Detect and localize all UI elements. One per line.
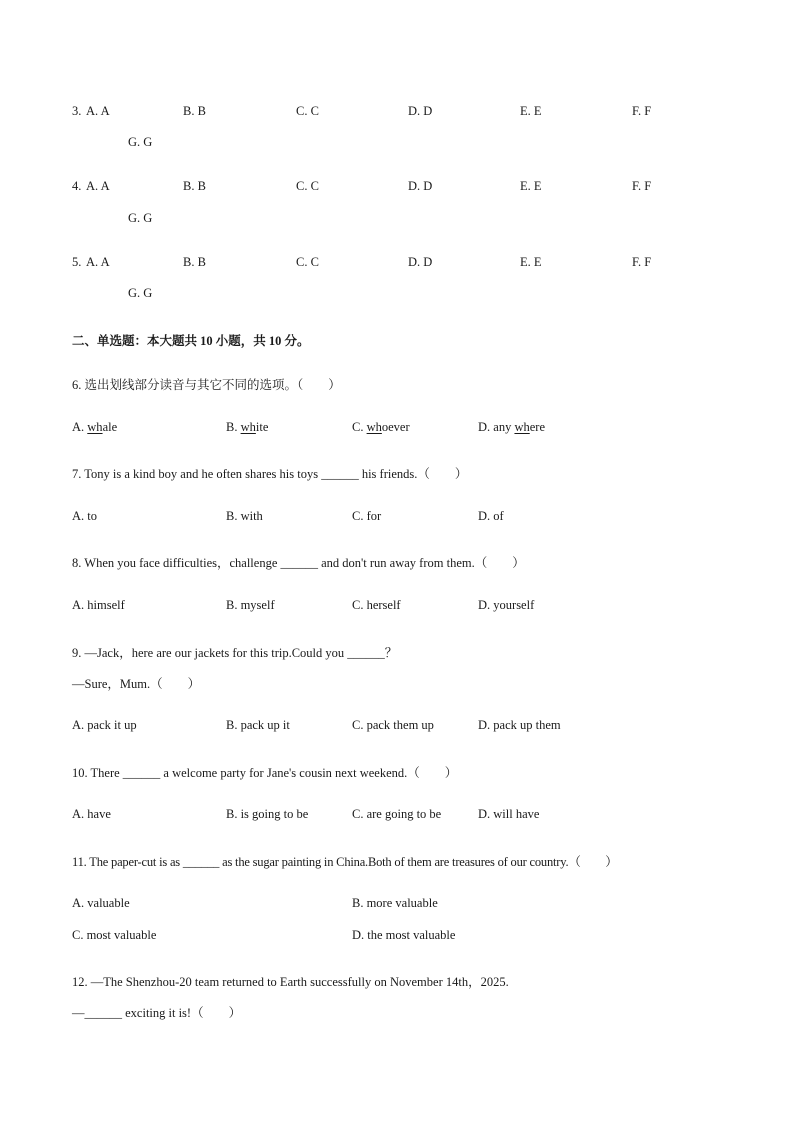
- option-d: D. of: [478, 509, 504, 523]
- option-a: A. himself: [72, 598, 125, 612]
- question-number: 4.: [72, 179, 82, 193]
- option-prefix: D. any: [478, 420, 515, 434]
- option-a: A. A: [86, 179, 110, 193]
- option-e: E. E: [520, 104, 542, 118]
- section-heading: 二、单选题：本大题共 10 小题，共 10 分。: [72, 334, 310, 348]
- question-number: 5.: [72, 255, 82, 269]
- option-c: C. are going to be: [352, 807, 442, 821]
- option-a: [72, 420, 117, 435]
- option-b: [226, 420, 268, 435]
- option-prefix: C.: [352, 420, 367, 434]
- option-a: A. pack it up: [72, 718, 137, 732]
- option-e: E. E: [520, 255, 542, 269]
- underlined-letters: wh: [366, 420, 382, 434]
- underlined-letters: wh: [240, 420, 256, 434]
- option-g: G. G: [128, 135, 153, 149]
- option-g: G. G: [128, 286, 153, 300]
- question-stem: 7. Tony is a kind boy and he often shares his toys ______ his friends.（ ）: [72, 467, 468, 481]
- option-d: D. will have: [478, 807, 540, 821]
- option-d: D. D: [408, 179, 433, 193]
- underlined-letters: wh: [87, 420, 103, 434]
- option-a: A. valuable: [72, 896, 130, 910]
- option-rest: ere: [529, 420, 545, 434]
- option-c: C. C: [296, 179, 319, 193]
- option-b: B. more valuable: [352, 896, 438, 910]
- question-stem: 10. There ______ a welcome party for Jane's cousin next weekend.（ ）: [72, 766, 458, 780]
- option-a: A. A: [86, 104, 110, 118]
- option-c: C. pack them up: [352, 718, 434, 732]
- option-b: B. is going to be: [226, 807, 309, 821]
- option-d: D. D: [408, 255, 433, 269]
- option-c: C. most valuable: [72, 928, 157, 942]
- option-d: D. yourself: [478, 598, 535, 612]
- question-stem: 6. 选出划线部分读音与其它不同的选项。（ ）: [72, 378, 341, 392]
- option-rest: ite: [255, 420, 269, 434]
- question-stem-reply: —Sure，Mum.（ ）: [72, 677, 201, 691]
- option-a: A. have: [72, 807, 111, 821]
- option-a: A. A: [86, 255, 110, 269]
- option-c: C. C: [296, 104, 319, 118]
- option-c: C. C: [296, 255, 319, 269]
- option-rest: oever: [381, 420, 410, 434]
- option-e: E. E: [520, 179, 542, 193]
- option-a: A. to: [72, 509, 97, 523]
- option-b: B. with: [226, 509, 263, 523]
- question-stem: 8. When you face difficulties，challenge ______ and don't run away from them.（ ）: [72, 556, 525, 570]
- option-g: G. G: [128, 211, 153, 225]
- question-number: 3.: [72, 104, 82, 118]
- option-f: F. F: [632, 179, 652, 193]
- option-f: F. F: [632, 104, 652, 118]
- question-stem: 12. —The Shenzhou-20 team returned to Earth successfully on November 14th，2025.: [72, 975, 509, 989]
- option-rest: ale: [102, 420, 118, 434]
- question-stem: 11. The paper-cut is as ______ as the sugar painting in China.Both of them are treasures of our country.（ ）: [72, 855, 618, 869]
- option-b: B. B: [183, 179, 206, 193]
- option-b: B. B: [183, 255, 206, 269]
- question-stem: 9. —Jack，here are our jackets for this trip.Could you ______？: [72, 646, 398, 660]
- option-d: D. D: [408, 104, 433, 118]
- option-c: C. for: [352, 509, 382, 523]
- option-prefix: A.: [72, 420, 88, 434]
- option-b: B. B: [183, 104, 206, 118]
- option-d: D. the most valuable: [352, 928, 456, 942]
- option-b: B. myself: [226, 598, 275, 612]
- option-d: [478, 420, 545, 435]
- underlined-letters: wh: [514, 420, 530, 434]
- option-d: D. pack up them: [478, 718, 561, 732]
- option-b: B. pack up it: [226, 718, 290, 732]
- option-c: C. herself: [352, 598, 401, 612]
- option-f: F. F: [632, 255, 652, 269]
- option-prefix: B.: [226, 420, 241, 434]
- question-stem-reply: —______ exciting it is!（ ）: [72, 1006, 242, 1020]
- option-c: [352, 420, 410, 435]
